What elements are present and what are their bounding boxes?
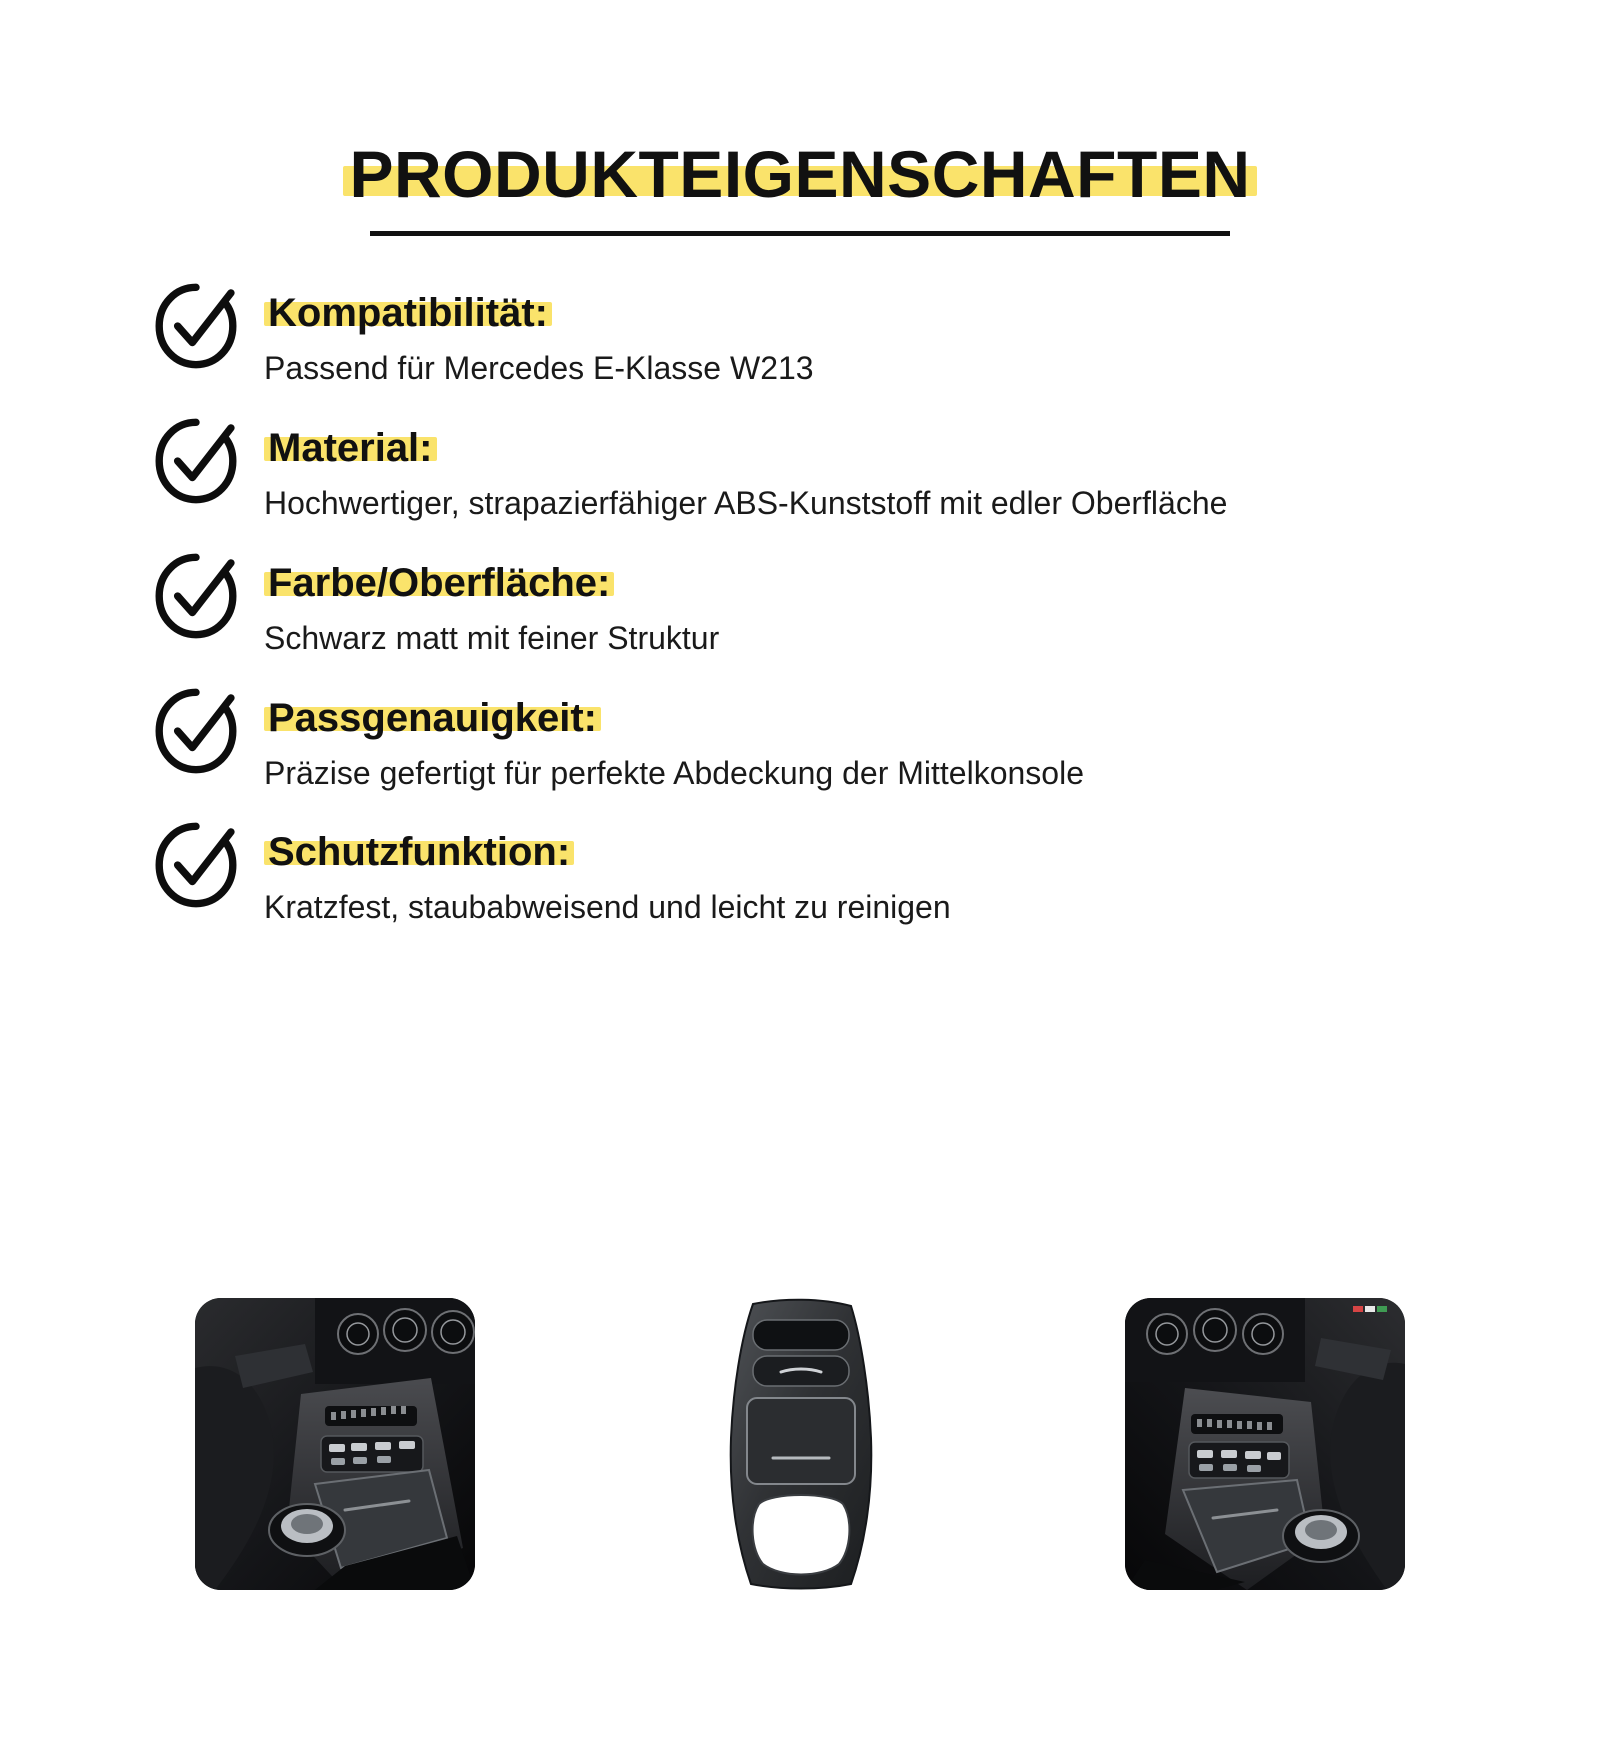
gallery-image-part bbox=[675, 1298, 925, 1590]
feature-heading-text: Passgenauigkeit: bbox=[268, 695, 598, 740]
feature-body bbox=[264, 825, 1510, 930]
feature-heading bbox=[264, 425, 437, 471]
feature-heading-text: Kompatibilität: bbox=[268, 291, 548, 336]
feature-heading bbox=[264, 560, 614, 606]
feature-item bbox=[150, 556, 1510, 661]
feature-heading bbox=[264, 695, 601, 741]
feature-heading bbox=[264, 290, 552, 336]
check-circle-icon bbox=[150, 819, 242, 911]
feature-body bbox=[264, 556, 1510, 661]
check-circle-icon bbox=[150, 550, 242, 642]
feature-item bbox=[150, 825, 1510, 930]
page-title bbox=[343, 137, 1256, 217]
gallery-image-installed-left bbox=[195, 1298, 475, 1590]
feature-heading bbox=[264, 829, 574, 875]
product-features-page bbox=[0, 137, 1600, 1740]
feature-heading-text: Schutzfunktion: bbox=[268, 830, 571, 875]
feature-description: Präzise gefertigt für perfekte Abdeckung der Mittelkonsole bbox=[264, 754, 1084, 791]
check-circle-icon bbox=[150, 280, 242, 372]
feature-description: Passend für Mercedes E-Klasse W213 bbox=[264, 350, 814, 387]
feature-item bbox=[150, 421, 1510, 526]
check-circle-icon bbox=[150, 685, 242, 777]
page-title-wrapper bbox=[0, 137, 1600, 236]
feature-description: Schwarz matt mit feiner Struktur bbox=[264, 619, 720, 656]
feature-body bbox=[264, 421, 1510, 526]
feature-body bbox=[264, 286, 1510, 391]
feature-description: Hochwertiger, strapazierfähiger ABS-Kunststoff mit edler Oberfläche bbox=[264, 485, 1228, 522]
check-circle-icon bbox=[150, 415, 242, 507]
product-image-gallery bbox=[0, 1298, 1600, 1590]
feature-item bbox=[150, 691, 1510, 796]
gallery-image-installed-right bbox=[1125, 1298, 1405, 1590]
feature-heading-text: Farbe/Oberfläche: bbox=[268, 560, 611, 605]
feature-heading-text: Material: bbox=[268, 426, 433, 471]
feature-body bbox=[264, 691, 1510, 796]
title-divider bbox=[370, 231, 1230, 236]
feature-description: Kratzfest, staubabweisend und leicht zu reinigen bbox=[264, 889, 951, 926]
page-title-text: PRODUKTEIGENSCHAFTEN bbox=[349, 137, 1251, 211]
feature-list bbox=[0, 286, 1600, 930]
feature-item bbox=[150, 286, 1510, 391]
